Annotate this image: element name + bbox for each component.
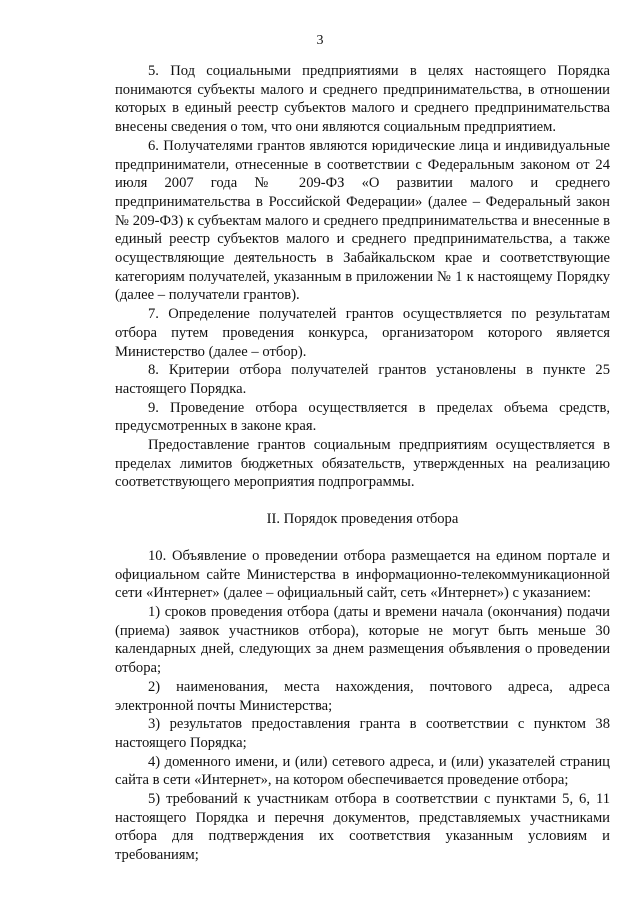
paragraph-item-5: 5. Под социальными предприятиями в целях настоящего Порядка понимаются субъекты малого и среднего предпринимательства, в отношении которых в единый реестр субъектов малого и среднего предпринимательства внесены сведения о том, что они являются социальным предприятием. — [115, 63, 610, 136]
page-number: 3 — [316, 33, 324, 48]
section-heading: II. Порядок проведения отбора — [266, 511, 459, 528]
subitem-4: 4) доменного имени, и (или) сетевого адреса, и (или) указателей страниц сайта в сети «Интернет», на котором обеспечивается проведение отбора; — [115, 753, 610, 789]
paragraph-item-8: 8. Критерии отбора получателей грантов установлены в пункте 25 настоящего Порядка. — [115, 362, 610, 397]
paragraph-item-7: 7. Определение получателей грантов осуществляется по результатам отбора путем проведения конкурса, организатором которого является Министерство (далее – отбор). — [115, 306, 610, 360]
paragraph-item-9: 9. Проведение отбора осуществляется в пределах объема средств, предусмотренных в законе края. — [115, 399, 610, 435]
paragraph-item-10: 10. Объявление о проведении отбора размещается на едином портале и официальном сайте Министерства в информационно-телекоммуникационной сети «Интернет» (далее – официальный сайт, сеть «Интернет») с указанием: — [115, 547, 610, 602]
paragraph-item-6: 6. Получателями грантов являются юридические лица и индивидуальные предприниматели, отнесенные в соответствии с Федеральным законом от 24 июля 2007 года № 209-ФЗ «О развитии малого и среднего предпринимательства в Российской Федерации» (далее – Федеральный закон № 209-ФЗ) к субъектам малого и среднего предпринимательства и внесенные в единый реестр субъектов малого и среднего предпринимательства, а также осуществляющие деятельность в Забайкальском крае и соответствующие категориям получателей, указанным в приложении № 1 к настоящему Порядку (далее – получатели грантов). — [115, 137, 610, 304]
subitem-2: 2) наименования, места нахождения, почтового адреса, адреса электронной почты Министерства; — [115, 678, 610, 714]
subitem-1: 1) сроков проведения отбора (даты и времени начала (окончания) подачи (приема) заявок участников отбора), которые не могут быть меньше 30 календарных дней, следующих за днем размещения объявления о проведении отбора; — [115, 603, 610, 677]
paragraph-grants-limits: Предоставление грантов социальным предприятиям осуществляется в пределах лимитов бюджетных обязательств, утвержденных на реализацию соответствующего мероприятия подпрограммы. — [115, 437, 610, 491]
subitem-5: 5) требований к участникам отбора в соответствии с пунктами 5, 6, 11 настоящего Порядка и перечня документов, представляемых участниками отбора для подтверждения их соответствия указанным условиям и требованиям; — [115, 791, 610, 864]
document-body — [115, 62, 610, 865]
subitem-3: 3) результатов предоставления гранта в соответствии с пунктом 38 настоящего Порядка; — [115, 716, 610, 751]
